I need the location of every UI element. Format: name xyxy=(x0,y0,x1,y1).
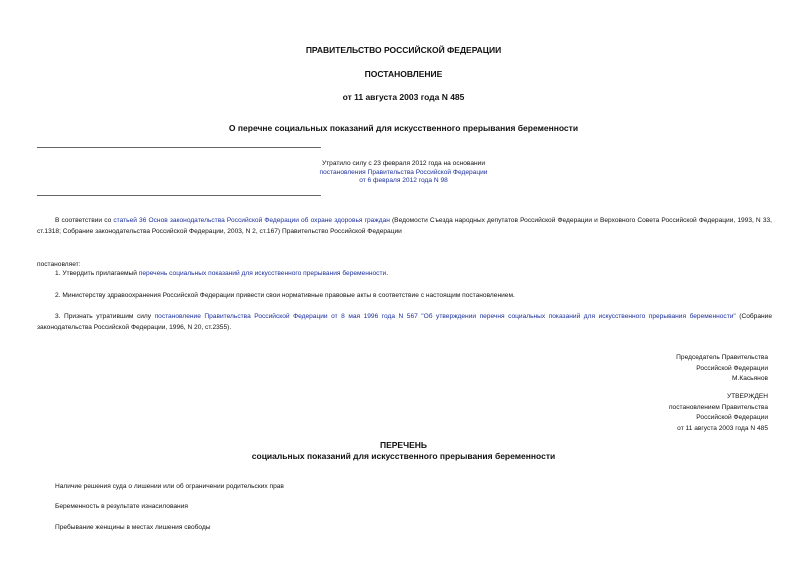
signature-position: Председатель Правительства xyxy=(676,354,768,361)
doc-type-heading: ПОСТАНОВЛЕНИЕ xyxy=(364,69,443,79)
list-item: Беременность в результате изнасилования xyxy=(55,503,188,510)
item-1 xyxy=(55,268,772,279)
item-2: 2. Министерству здравоохранения Российской Федерации привести свои нормативные правовые акты в соответствие с настоящим постановлением. xyxy=(55,292,515,299)
list-item: Наличие решения суда о лишении или об ограничении родительских прав xyxy=(55,483,284,490)
item-1-list-link[interactable]: перечень социальных показаний для искусственного прерывания беременности xyxy=(138,270,387,277)
approved-date: от 11 августа 2003 года N 485 xyxy=(677,424,768,432)
item-1-text: 1. Утвердить прилагаемый xyxy=(55,270,139,277)
decree-word: постановляет: xyxy=(37,261,81,268)
signature-block xyxy=(500,353,768,385)
signature-name: М.Касьянов xyxy=(732,375,768,382)
government-heading: ПРАВИТЕЛЬСТВО РОССИЙСКОЙ ФЕДЕРАЦИИ xyxy=(305,45,502,55)
divider-top xyxy=(37,147,321,148)
validity-link-line2[interactable]: от 6 февраля 2012 года N 98 xyxy=(359,177,448,185)
validity-link-line1[interactable]: постановления Правительства Российской Федерации xyxy=(319,168,488,176)
list-subtitle: социальных показаний для искусственного прерывания беременности xyxy=(251,451,556,461)
approved-label: УТВЕРЖДЕН xyxy=(726,393,768,400)
approved-country: Российской Федерации xyxy=(696,414,768,421)
item-3-decree-link[interactable]: постановление Правительства Российской Федерации от 8 мая 1996 года N 567 "Об утверждении перечня социальных показаний для искусственного прерывания беременности" xyxy=(154,313,736,320)
preamble-text-before: В соответствии со xyxy=(55,217,114,224)
approved-block xyxy=(500,392,768,434)
list-title: ПЕРЕЧЕНЬ xyxy=(379,440,427,450)
list-item: Пребывание женщины в местах лишения свободы xyxy=(55,524,211,531)
doc-title: О перечне социальных показаний для искусственного прерывания беременности xyxy=(228,123,579,133)
doc-date-number: от 11 августа 2003 года N 485 xyxy=(342,92,465,102)
item-1-end: . xyxy=(386,270,389,277)
divider-bottom xyxy=(37,195,321,196)
item-3-end: (Собрание законодательства Российской Федерации, 1996, N 20, ст.2355). xyxy=(37,313,772,331)
signature-country: Российской Федерации xyxy=(696,364,768,372)
preamble-text-after: (Ведомости Съезда народных депутатов Российской Федерации и Верховного Совета Российской Федерации, 1993, N 33, ст.1318; Собрание законодательства Российской Федерации, 2003, N 2, ст.167) Правительство Российской Федерации xyxy=(37,217,772,235)
item-3-text: 3. Признать утратившим силу xyxy=(55,313,155,320)
validity-note-text: Утратило силу с 23 февраля 2012 года на основании xyxy=(321,160,486,167)
item-3 xyxy=(37,311,772,333)
validity-note xyxy=(0,160,807,186)
preamble-paragraph xyxy=(37,215,772,237)
approved-by: постановлением Правительства xyxy=(668,403,768,411)
preamble-law-link[interactable]: статьей 36 Основ законодательства Российской Федерации об охране здоровья граждан xyxy=(113,217,390,224)
